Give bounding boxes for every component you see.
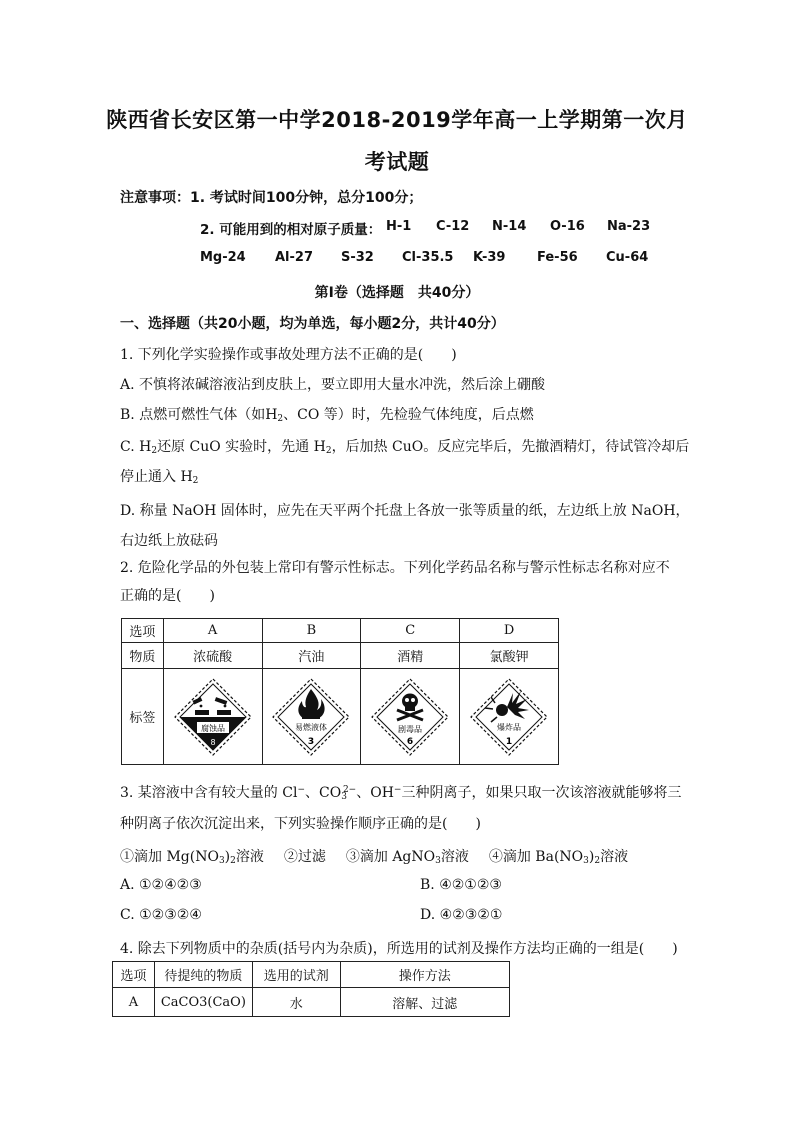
corrosive-sign-icon [173, 677, 253, 757]
sign-caption: 爆炸品 [497, 722, 522, 732]
table-cell: B [262, 619, 361, 643]
atomic-mass: Cu-64 [606, 250, 649, 265]
q4-table [112, 961, 510, 1017]
table-cell: 标签 [122, 669, 164, 765]
atomic-mass: H-1 [386, 219, 412, 234]
text: 还原 CuO 实验时，先通 H [157, 439, 326, 455]
exam-title-line2: 考试题 [364, 150, 430, 174]
q3-option-c: C. ①②③②④ [120, 907, 202, 923]
text: ) [588, 849, 595, 865]
text: 溶液 [235, 849, 264, 865]
explosive-sign-icon [469, 677, 549, 757]
text: 停止通入 H [120, 469, 193, 485]
text: ③滴加 AgNO [345, 849, 436, 865]
skull-crossbones-sign-icon [370, 677, 450, 757]
superscript: − [297, 785, 305, 795]
atomic-mass: Na-23 [607, 219, 651, 234]
subscript: 2 [230, 856, 236, 866]
table-cell: 酒精 [361, 643, 460, 669]
subscript: 3 [583, 856, 589, 866]
q3-option-b: B. ④②①②③ [420, 877, 502, 893]
q1-option-a: A. 不慎将浓碱溶液沾到皮肤上，要立即用大量水冲洗，然后涂上硼酸 [120, 377, 546, 393]
q3-option-d: D. ④②③②① [420, 907, 503, 923]
sign-number: 3 [308, 736, 315, 747]
table-row [122, 643, 559, 669]
text: 、OH [356, 785, 394, 801]
subscript: 3 [341, 792, 347, 802]
table-header-cell: 选用的试剂 [252, 962, 340, 988]
text: ④滴加 Ba(NO [488, 849, 584, 865]
q3-stem-line2: 种阴离子依次沉淀出来，下列实验操作顺序正确的是( ) [120, 816, 481, 832]
subscript: 2 [151, 446, 158, 456]
atomic-mass: S-32 [341, 250, 374, 265]
table-cell: 选项 [122, 619, 164, 643]
notes-line2 [200, 218, 381, 238]
notes-label: 注意事项： [120, 190, 190, 206]
table-row [122, 669, 559, 765]
q4-stem: 4. 除去下列物质中的杂质(括号内为杂质)，所选用的试剂及操作方法均正确的一组是( ) [120, 941, 678, 957]
table-header-cell: 操作方法 [340, 962, 509, 988]
text: B. 点燃可燃性气体（如H [120, 407, 278, 423]
sign-caption: 腐蚀品 [200, 723, 225, 733]
q1-option-d-line2: 右边纸上放砝码 [120, 533, 218, 549]
table-cell: 溶解、过滤 [340, 988, 509, 1017]
flammable-sign-icon [271, 677, 351, 757]
text: 3. 某溶液中含有较大量的 Cl [120, 785, 298, 801]
subscript: 3 [435, 856, 441, 866]
text: ①滴加 Mg(NO [120, 849, 219, 865]
q1-option-b [120, 404, 534, 424]
text: 溶液 [600, 849, 629, 865]
atomic-mass: K-39 [473, 250, 506, 265]
table-cell: CaCO3(CaO) [154, 988, 252, 1017]
table-row [122, 619, 559, 643]
table-row [113, 988, 510, 1017]
sign-caption: 剧毒品 [398, 724, 423, 734]
subscript: 2 [192, 476, 199, 486]
table-cell: 浓硫酸 [163, 643, 262, 669]
q3-option-a: A. ①②④②③ [120, 877, 202, 893]
atomic-mass: Al-27 [275, 250, 314, 265]
table-cell: D [460, 619, 559, 643]
table-cell: A [163, 619, 262, 643]
q1-option-c-line1 [120, 436, 689, 456]
text: 、CO 等）时，先检验气体纯度，后点燃 [283, 407, 534, 423]
atomic-mass: C-12 [436, 219, 470, 234]
sign-number: 1 [505, 736, 513, 747]
q3-stem-line1 [120, 782, 681, 802]
table-cell [163, 669, 262, 765]
text: ) [224, 849, 231, 865]
text: 、CO [305, 785, 342, 801]
section-title: 第Ⅰ卷（选择题 共40分） [314, 285, 480, 301]
sign-caption: 易燃液体 [295, 722, 328, 732]
table-header-cell: 选项 [113, 962, 155, 988]
text: ，后加热 CuO。反应完毕后，先撤酒精灯，待试管冷却后 [331, 439, 690, 455]
table-row [113, 962, 510, 988]
sign-number: 6 [407, 736, 414, 747]
table-cell: 物质 [122, 643, 164, 669]
text: ②过滤 [283, 849, 326, 865]
table-cell [361, 669, 460, 765]
atomic-mass: N-14 [492, 219, 527, 234]
table-cell: 氯酸钾 [460, 643, 559, 669]
table-cell: 汽油 [262, 643, 361, 669]
text: 溶液 [440, 849, 469, 865]
q2-stem-line1: 2. 危险化学品的外包装上常印有警示性标志。下列化学药品名称与警示性标志名称对应不 [120, 560, 670, 576]
table-cell: A [113, 988, 155, 1017]
atomic-mass: O-16 [550, 219, 585, 234]
exam-title-line1: 陕西省长安区第一中学2018-2019学年高一上学期第一次月 [106, 108, 688, 132]
subscript: 2 [594, 856, 601, 866]
atomic-mass: Fe-56 [537, 250, 578, 265]
atomic-mass: Cl-35.5 [402, 250, 454, 265]
table-cell [460, 669, 559, 765]
notes-item-1: 1. 考试时间100分钟，总分100分； [190, 190, 423, 206]
table-cell [262, 669, 361, 765]
table-header-cell: 待提纯的物质 [154, 962, 252, 988]
table-cell: C [361, 619, 460, 643]
q2-stem-line2: 正确的是( ) [120, 588, 215, 604]
notes-line1 [120, 187, 422, 207]
subscript: 2 [277, 414, 284, 424]
table-cell: 水 [252, 988, 340, 1017]
q1-option-d-line1: D. 称量 NaOH 固体时，应先在天平两个托盘上各放一张等质量的纸，左边纸上放 NaOH， [120, 503, 690, 519]
q3-operations [120, 846, 628, 866]
q1-stem: 1. 下列化学实验操作或事故处理方法不正确的是( ) [120, 347, 457, 363]
subscript: 3 [218, 856, 225, 866]
notes-item-2-label: 2. 可能用到的相对原子质量： [200, 222, 382, 238]
superscript: 2− [342, 785, 357, 795]
hazard-sign-table [121, 618, 559, 765]
part-heading: 一、选择题（共20小题，均为单选，每小题2分，共计40分） [120, 316, 505, 332]
sign-number: 8 [210, 737, 216, 747]
q1-option-c-line2 [120, 466, 198, 486]
text: C. H [120, 439, 152, 455]
superscript: − [393, 785, 402, 795]
atomic-mass: Mg-24 [200, 250, 246, 265]
text: 三种阴离子，如果只取一次该溶液就能够将三 [401, 785, 682, 801]
subscript: 2 [325, 446, 332, 456]
